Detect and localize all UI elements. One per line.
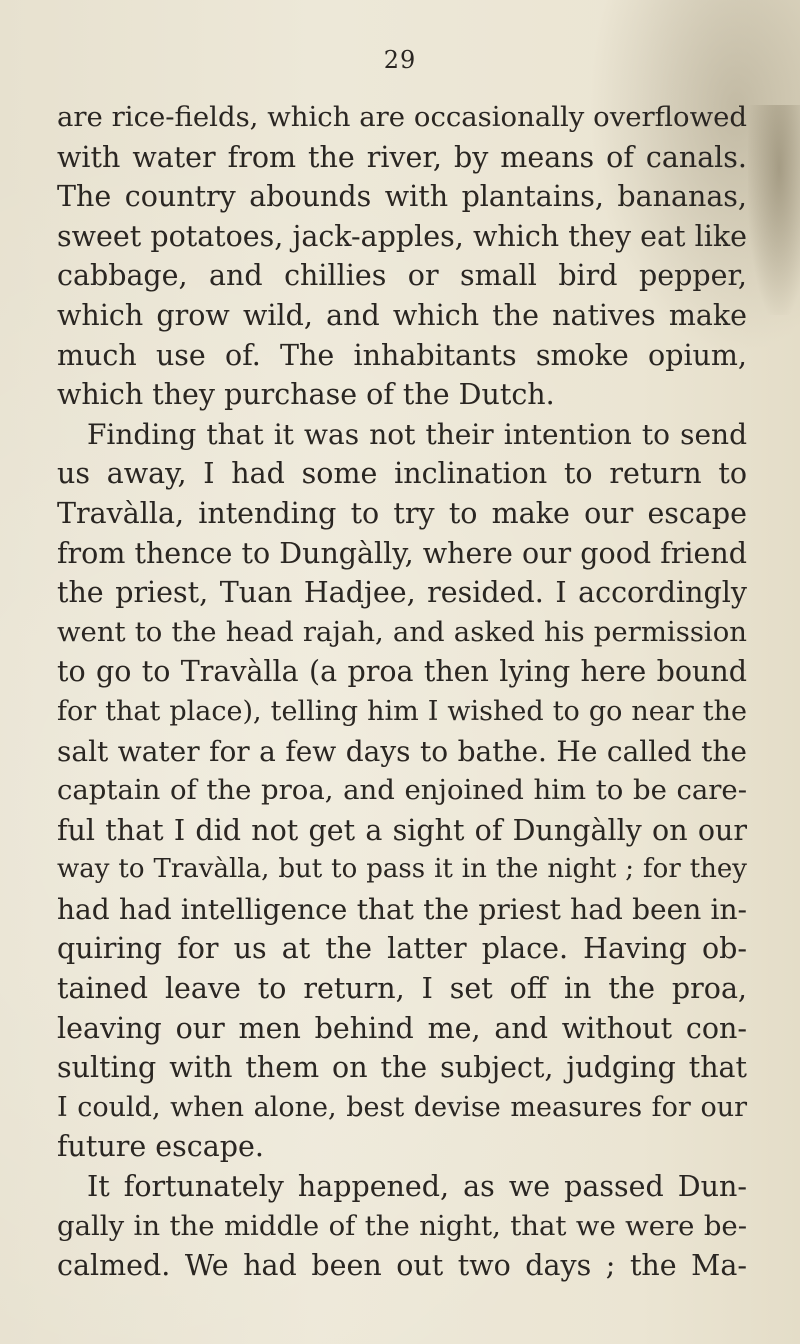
text-line: leaving our men behind me, and without con- xyxy=(57,1011,747,1045)
text-line: ful that I did not get a sight of Dungàlly on our xyxy=(57,813,747,847)
text-line: salt water for a few days to bathe. He called the xyxy=(57,734,747,768)
text-line: are rice-fields, which are occasionally overflowed xyxy=(57,101,747,133)
text-line: which grow wild, and which the natives make xyxy=(57,298,747,332)
text-line: cabbage, and chillies or small bird pepper, xyxy=(57,259,747,293)
text-line: Finding that it was not their intention to send xyxy=(87,417,747,451)
text-line: The country abounds with plantains, bananas, xyxy=(57,180,747,214)
text-line: tained leave to return, I set off in the proa, xyxy=(57,972,747,1006)
text-line: went to the head rajah, and asked his permission xyxy=(57,615,747,648)
text-line: gally in the middle of the night, that we were be- xyxy=(57,1209,747,1242)
text-line: calmed. We had been out two days ; the Ma- xyxy=(57,1249,747,1283)
text-line: which they purchase of the Dutch. xyxy=(57,378,555,412)
text-line: from thence to Dungàlly, where our good friend xyxy=(57,536,747,570)
text-line: much use of. The inhabitants smoke opium, xyxy=(57,338,747,372)
text-line: sweet potatoes, jack-apples, which they eat like xyxy=(57,219,747,253)
text-line: future escape. xyxy=(57,1130,264,1164)
text-line: It fortunately happened, as we passed Dun- xyxy=(87,1170,747,1204)
text-line: captain of the proa, and enjoined him to be care- xyxy=(57,774,747,807)
text-line: quiring for us at the latter place. Having ob- xyxy=(57,932,747,966)
text-line: way to Travàlla, but to pass it in the night ; for they xyxy=(57,854,747,885)
text-line: Travàlla, intending to try to make our escape xyxy=(57,496,747,530)
text-line: sulting with them on the subject, judging that xyxy=(57,1051,747,1085)
page-number: 29 xyxy=(383,46,417,74)
text-line: with water from the river, by means of canals. xyxy=(57,140,747,174)
text-line: to go to Travàlla (a proa then lying here bound xyxy=(57,655,747,689)
text-line: I could, when alone, best devise measures for our xyxy=(57,1091,747,1123)
paper-stain xyxy=(748,105,800,315)
text-line: had had intelligence that the priest had been in- xyxy=(57,892,747,926)
text-line: us away, I had some inclination to return to xyxy=(57,457,747,491)
text-line: the priest, Tuan Hadjee, resided. I accordingly xyxy=(57,576,747,610)
body-text xyxy=(57,98,747,1286)
text-line: for that place), telling him I wished to go near the xyxy=(57,695,747,727)
